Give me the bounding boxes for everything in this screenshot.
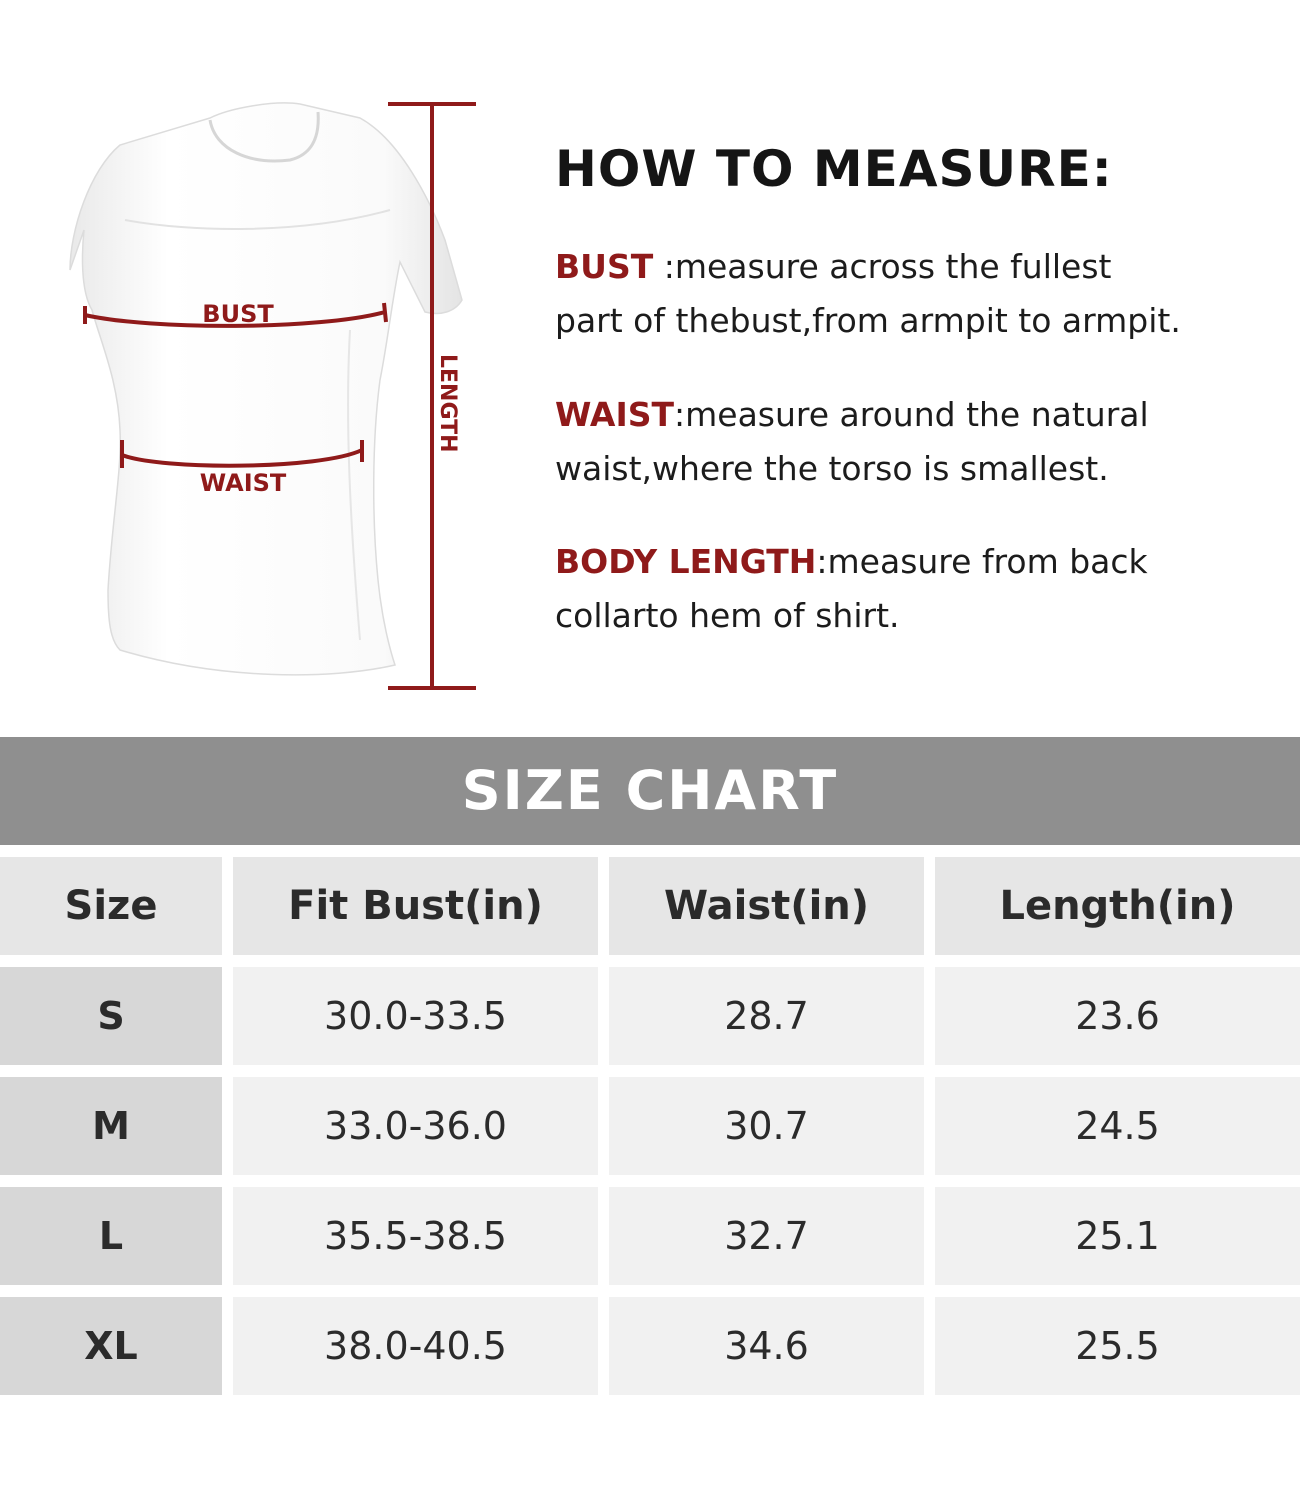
length-label: LENGTH bbox=[435, 354, 460, 453]
bust-label: BUST bbox=[202, 300, 274, 328]
length-cell: 23.6 bbox=[935, 967, 1300, 1065]
size-chart-title: SIZE CHART bbox=[0, 737, 1300, 845]
length-desc-line1: :measure from back bbox=[816, 542, 1148, 581]
waist-label: WAIST bbox=[199, 469, 287, 497]
size-cell: M bbox=[0, 1077, 222, 1175]
how-to-measure-heading: HOW TO MEASURE: bbox=[555, 140, 1113, 198]
waist-desc-line1: :measure around the natural bbox=[674, 395, 1149, 434]
waist-cell: 28.7 bbox=[609, 967, 924, 1065]
length-definition bbox=[555, 535, 1295, 643]
fit-bust-cell: 33.0-36.0 bbox=[233, 1077, 598, 1175]
shirt-icon bbox=[70, 103, 462, 675]
bust-desc-line1: :measure across the fullest bbox=[653, 247, 1112, 286]
length-cell: 25.5 bbox=[935, 1297, 1300, 1395]
fit-bust-header: Fit Bust(in) bbox=[233, 857, 598, 955]
fit-bust-cell: 35.5-38.5 bbox=[233, 1187, 598, 1285]
waist-term: WAIST bbox=[555, 395, 675, 434]
waist-cell: 34.6 bbox=[609, 1297, 924, 1395]
bust-term: BUST bbox=[555, 247, 654, 286]
length-desc-line2: collarto hem of shirt. bbox=[555, 596, 900, 635]
size-cell: XL bbox=[0, 1297, 222, 1395]
fit-bust-cell: 30.0-33.5 bbox=[233, 967, 598, 1065]
length-cell: 25.1 bbox=[935, 1187, 1300, 1285]
length-term: BODY LENGTH bbox=[555, 542, 817, 581]
waist-cell: 30.7 bbox=[609, 1077, 924, 1175]
fit-bust-cell: 38.0-40.5 bbox=[233, 1297, 598, 1395]
bust-desc-line2: part of thebust,from armpit to armpit. bbox=[555, 301, 1181, 340]
waist-definition bbox=[555, 388, 1295, 496]
waist-desc-line2: waist,where the torso is smallest. bbox=[555, 449, 1109, 488]
bust-definition bbox=[555, 240, 1295, 348]
waist-header: Waist(in) bbox=[609, 857, 924, 955]
shirt-diagram bbox=[0, 0, 520, 720]
length-cell: 24.5 bbox=[935, 1077, 1300, 1175]
size-header: Size bbox=[0, 857, 222, 955]
waist-cell: 32.7 bbox=[609, 1187, 924, 1285]
size-cell: L bbox=[0, 1187, 222, 1285]
size-cell: S bbox=[0, 967, 222, 1065]
length-header: Length(in) bbox=[935, 857, 1300, 955]
